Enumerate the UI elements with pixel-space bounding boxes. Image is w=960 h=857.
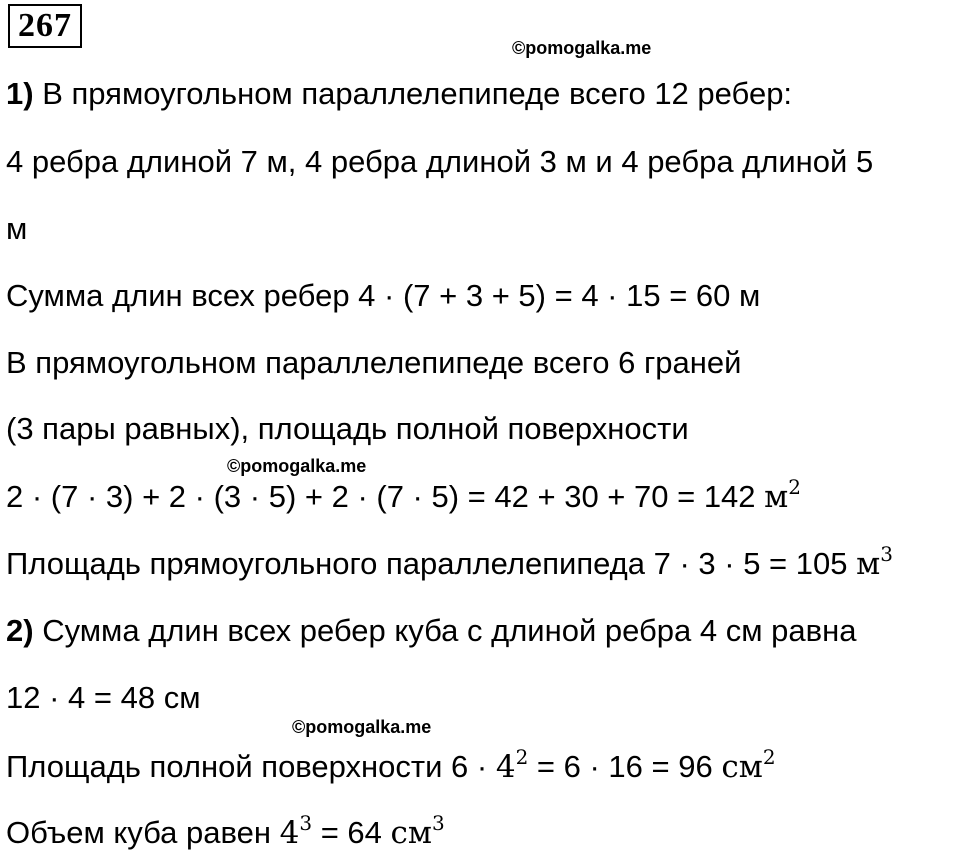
part1-line6: (3 пары равных), площадь полной поверхности bbox=[6, 411, 689, 446]
part2-line1 bbox=[6, 611, 857, 651]
cube-base-exponent: 2 bbox=[515, 745, 529, 769]
part2-line2: 12 · 4 = 48 см bbox=[6, 680, 201, 715]
part2-line4 bbox=[6, 813, 445, 853]
part2-line1-text: Сумма длин всех ребер куба с длиной ребра 4 см равна bbox=[33, 613, 857, 648]
unit-square-cm: см bbox=[721, 749, 763, 785]
part1-line5: В прямоугольном параллелепипеде всего 6 граней bbox=[6, 345, 742, 380]
part1-line8 bbox=[6, 544, 893, 584]
unit-cubic-meters: м bbox=[856, 546, 881, 582]
part1-line1-text: В прямоугольном параллелепипеде всего 12 ребер: bbox=[33, 76, 793, 111]
unit-square-meters: м bbox=[764, 479, 789, 515]
part1-line7 bbox=[6, 477, 801, 517]
unit-exponent-3: 3 bbox=[432, 811, 445, 835]
part1-label: 1) bbox=[6, 76, 34, 111]
cube-volume-result: = 64 bbox=[312, 815, 391, 850]
part2-label: 2) bbox=[6, 613, 34, 648]
watermark-bottom: ©pomogalka.me bbox=[292, 717, 432, 737]
part2-line3 bbox=[6, 747, 776, 787]
surface-area-expression: 2 · (7 · 3) + 2 · (3 · 5) + 2 · (7 · 5) = 42 + 30 + 70 = 142 bbox=[6, 479, 765, 514]
part1-line3: м bbox=[6, 211, 28, 246]
watermark-top: ©pomogalka.me bbox=[512, 38, 652, 58]
part1-line2: 4 ребра длиной 7 м, 4 ребра длиной 3 м и 4 ребра длиной 5 bbox=[6, 144, 874, 179]
cube-volume-text: Объем куба равен bbox=[6, 815, 280, 850]
unit-cubic-cm: см bbox=[390, 815, 433, 851]
cube-surface-result: = 6 · 16 = 96 bbox=[528, 749, 722, 784]
problem-number: 267 bbox=[8, 4, 82, 48]
exponent-2: 2 bbox=[788, 475, 802, 499]
cube-volume-base: 4 bbox=[279, 815, 300, 851]
cube-surface-text: Площадь полной поверхности 6 · bbox=[6, 749, 496, 784]
volume-expression: Площадь прямоугольного параллелепипеда 7 · 3 · 5 = 105 bbox=[6, 546, 857, 581]
part1-line1 bbox=[6, 74, 792, 114]
watermark-middle: ©pomogalka.me bbox=[227, 456, 367, 476]
unit-exponent-2: 2 bbox=[762, 745, 776, 769]
cube-volume-exponent: 3 bbox=[299, 811, 313, 835]
exponent-3: 3 bbox=[880, 542, 893, 566]
cube-base: 4 bbox=[495, 749, 516, 785]
part1-line4: Сумма длин всех ребер 4 · (7 + 3 + 5) = 4 · 15 = 60 м bbox=[6, 278, 761, 313]
